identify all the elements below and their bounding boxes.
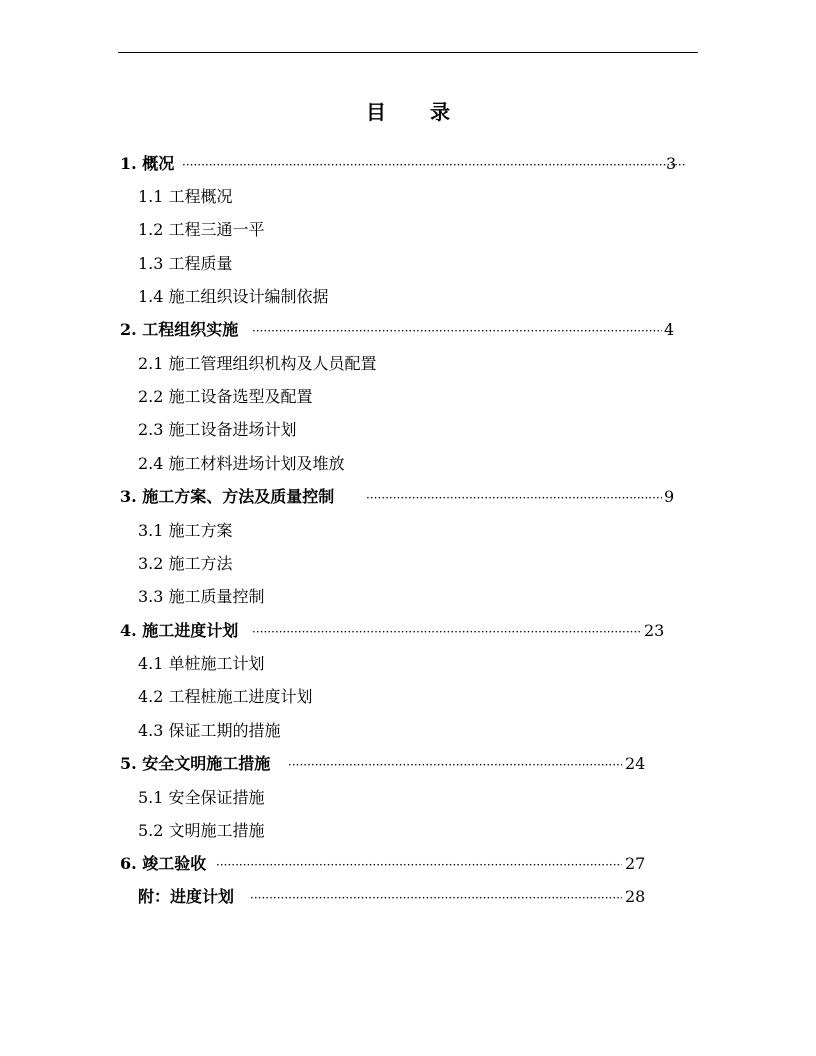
toc-item-1-4[interactable]: 1.4 施工组织设计编制依据 (138, 287, 329, 306)
toc-item-1-1[interactable]: 1.1 工程概况 (138, 187, 233, 206)
dot-leader (288, 752, 622, 776)
toc-page-number: 23 (644, 621, 665, 640)
toc-item-2-3[interactable]: 2.3 施工设备进场计划 (138, 420, 297, 439)
toc-item-1-3[interactable]: 1.3 工程质量 (138, 254, 233, 273)
toc-section-6[interactable] (120, 852, 646, 876)
toc-section-4[interactable] (120, 619, 665, 643)
toc-page-number: 28 (625, 887, 646, 906)
dot-leader (182, 152, 726, 176)
toc-page-number: 4 (664, 320, 675, 339)
toc-item-3-3[interactable]: 3.3 施工质量控制 (138, 587, 265, 606)
toc-section-label: 5. 安全文明施工措施 (120, 754, 271, 773)
toc-section-label: 1. 概况 (120, 154, 175, 173)
dot-leader (252, 318, 662, 342)
toc-page-number: 9 (664, 487, 675, 506)
toc-page-number: 3 (666, 154, 677, 173)
toc-item-3-2[interactable]: 3.2 施工方法 (138, 554, 233, 573)
toc-item-2-1[interactable]: 2.1 施工管理组织机构及人员配置 (138, 354, 377, 373)
toc-page-number: 24 (625, 754, 646, 773)
dot-leader (250, 885, 622, 909)
toc-item-2-2[interactable]: 2.2 施工设备选型及配置 (138, 387, 313, 406)
toc-section-label: 3. 施工方案、方法及质量控制 (120, 487, 335, 506)
toc-section-label: 2. 工程组织实施 (120, 320, 239, 339)
toc-section-1[interactable] (120, 152, 677, 176)
toc-section-5[interactable] (120, 752, 646, 776)
toc-item-4-3[interactable]: 4.3 保证工期的措施 (138, 721, 281, 740)
toc-section-label: 附：进度计划 (138, 887, 235, 906)
dot-leader (366, 485, 662, 509)
toc-item-5-1[interactable]: 5.1 安全保证措施 (138, 788, 265, 807)
toc-section-label: 4. 施工进度计划 (120, 621, 239, 640)
title-right: 录 (430, 100, 450, 124)
toc-section-2[interactable] (120, 318, 675, 342)
toc-item-2-4[interactable]: 2.4 施工材料进场计划及堆放 (138, 454, 345, 473)
toc-item-3-1[interactable]: 3.1 施工方案 (138, 521, 233, 540)
toc-page-number: 27 (625, 854, 646, 873)
toc-item-4-1[interactable]: 4.1 单桩施工计划 (138, 654, 265, 673)
toc-item-4-2[interactable]: 4.2 工程桩施工进度计划 (138, 687, 313, 706)
toc-item-1-2[interactable]: 1.2 工程三通一平 (138, 220, 265, 239)
dot-leader (216, 852, 622, 876)
toc-section-3[interactable] (120, 485, 675, 509)
toc-appendix[interactable] (138, 885, 646, 909)
dot-leader (252, 619, 642, 643)
toc-section-label: 6. 竣工验收 (120, 854, 207, 873)
title-left: 目 (366, 100, 386, 124)
toc-item-5-2[interactable]: 5.2 文明施工措施 (138, 821, 265, 840)
